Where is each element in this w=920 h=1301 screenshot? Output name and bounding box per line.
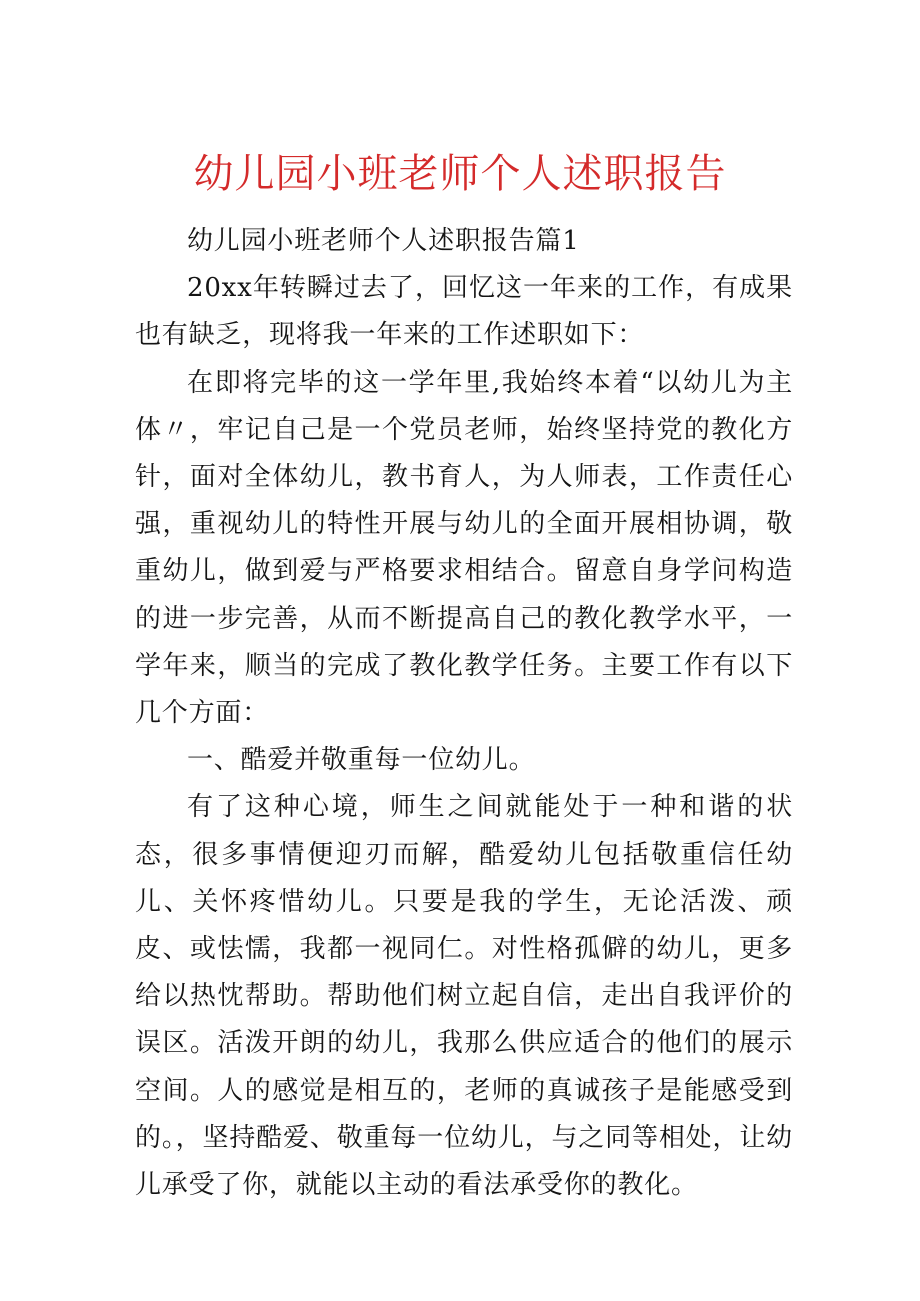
document-body: [135, 218, 793, 1209]
section-heading: 幼儿园小班老师个人述职报告篇1: [187, 226, 580, 256]
point-heading-1: 一、酷爱并敬重每一位幼儿。: [187, 745, 536, 776]
paragraph-intro: 20xx年转瞬过去了，回忆这一年来的工作，有成果也有缺乏，现将我一年来的工作述职如下：: [135, 273, 793, 351]
paragraph-point-1: 有了这种心境，师生之间就能处于一种和谐的状态，很多事情便迎刃而解，酷爱幼儿包括敬重信任幼儿、关怀疼惜幼儿。只要是我的学生，无论活泼、顽皮、或怯懦，我都一视同仁。对性格孤僻的幼儿，更多给以热忱帮助。帮助他们树立起自信，走出自我评价的误区。活泼开朗的幼儿，我那么供应适合的他们的展示空间。人的感觉是相互的，老师的真诚孩子是能感受到的。，坚持酷爱、敬重每一位幼儿，与之同等相处，让幼儿承受了你，就能以主动的看法承受你的教化。: [135, 792, 793, 1201]
paragraph-overview: 在即将完毕的这一学年里,我始终本着“以幼儿为主体〃，牢记自己是一个党员老师，始终坚持党的教化方针，面对全体幼儿，教书育人，为人师表，工作责任心强，重视幼儿的特性开展与幼儿的全面开展相协调，敬重幼儿，做到爱与严格要求相结合。留意自身学问构造的进一步完善，从而不断提高自己的教化教学水平，一学年来，顺当的完成了教化教学任务。主要工作有以下几个方面：: [135, 367, 793, 729]
document-title: 幼儿园小班老师个人述职报告: [193, 151, 727, 197]
